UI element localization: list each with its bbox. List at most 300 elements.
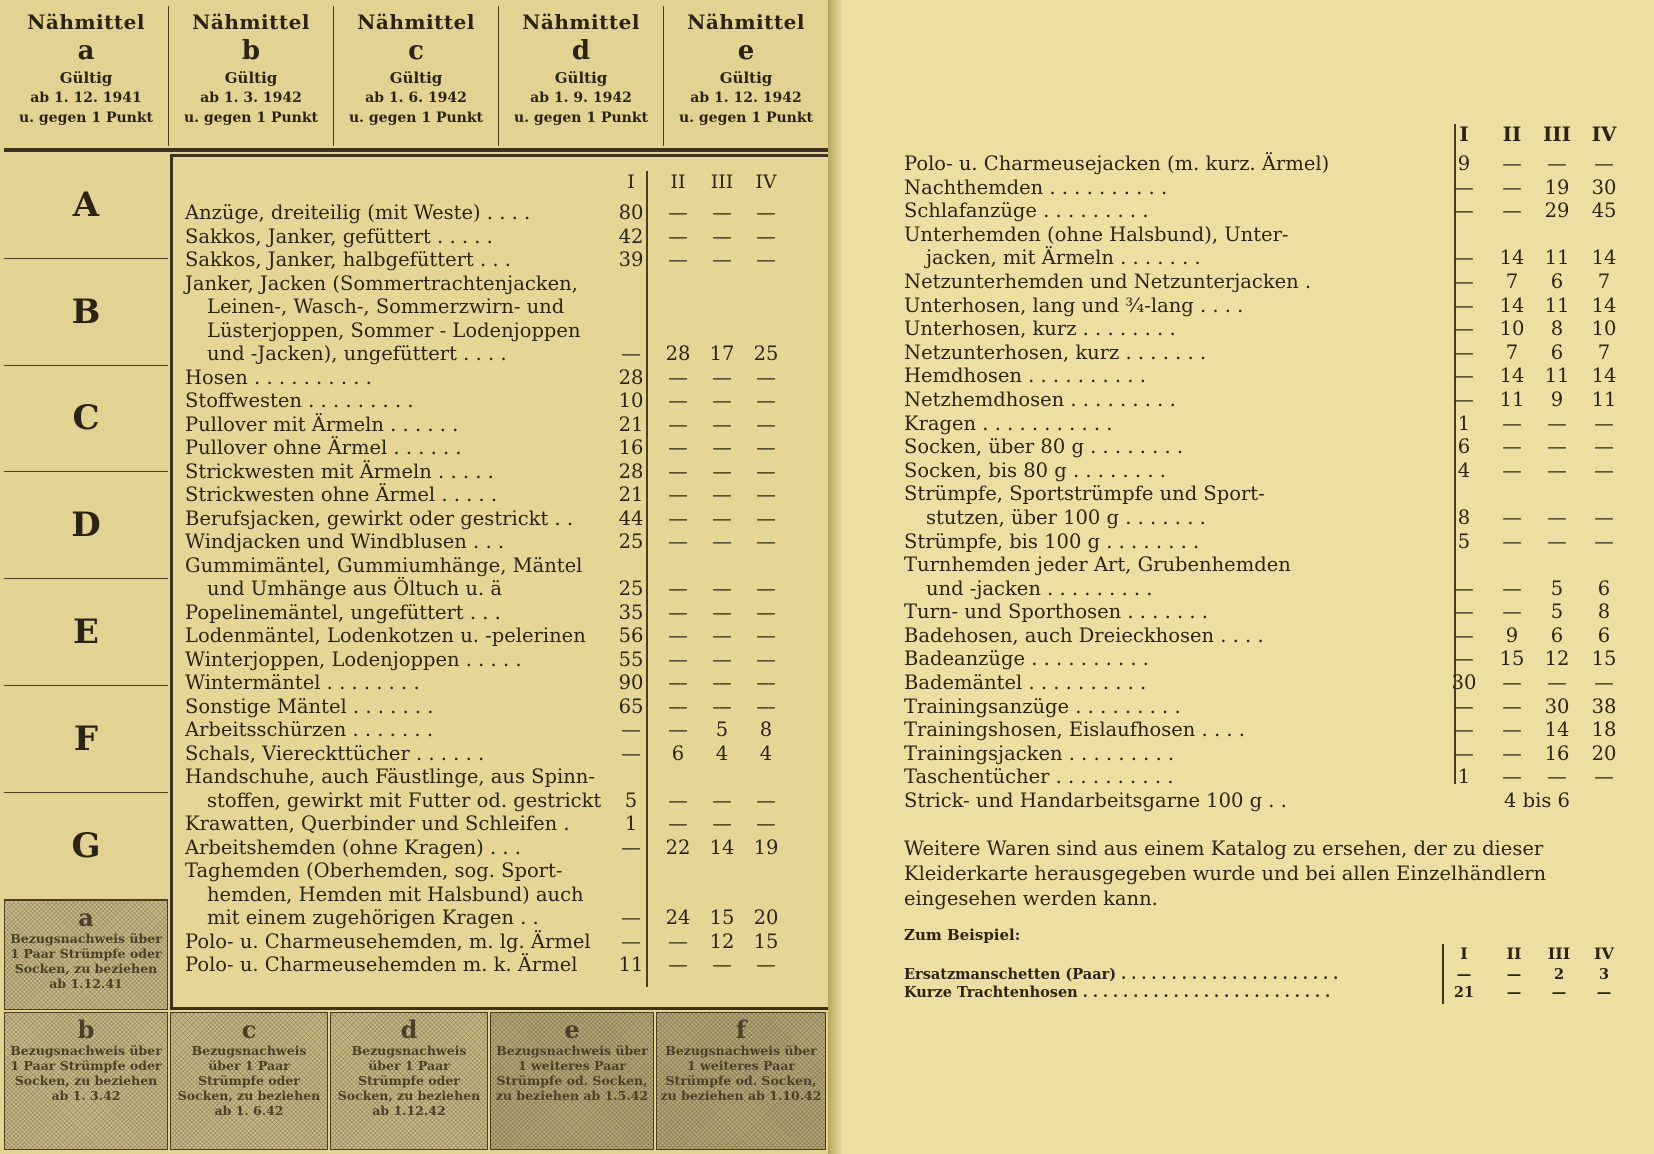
item-value: 7 [1597, 269, 1611, 293]
item-value: 19 [1544, 175, 1570, 199]
item-value: — [1502, 411, 1522, 435]
item-value: — [668, 718, 688, 741]
item-label: Nachthemden . . . . . . . . . . [904, 175, 1168, 199]
coupon-title: Nähmittel [522, 10, 640, 34]
item-value: 21 [1453, 984, 1475, 1001]
table-row [904, 341, 1624, 365]
item-value: — [1454, 293, 1474, 317]
item-value: 11 [1544, 293, 1570, 317]
coupon-b [169, 6, 334, 146]
item-label: Lüsterjoppen, Sommer - Lodenjoppen [207, 318, 581, 342]
example-table-rows [904, 966, 1624, 1002]
item-value: — [712, 201, 732, 224]
item-label: Netzhemdhosen . . . . . . . . . [904, 387, 1176, 411]
item-value: — [712, 953, 732, 976]
item-value: — [668, 389, 688, 412]
item-value: — [668, 788, 688, 812]
item-label: Bademäntel . . . . . . . . . . [904, 671, 1147, 695]
item-label: Schlafanzüge . . . . . . . . . [904, 199, 1149, 223]
table-row [185, 460, 825, 484]
item-value: — [756, 671, 776, 694]
item-value: 4 [1457, 458, 1471, 482]
item-value: — [1502, 199, 1522, 223]
item-value: — [712, 506, 732, 530]
item-value: 28 [665, 342, 691, 365]
item-value: — [1594, 435, 1614, 459]
item-label: Anzüge, dreiteilig (mit Weste) . . . . [185, 201, 531, 224]
item-value: 4 bis 6 [1504, 789, 1570, 813]
item-value: 11 [618, 953, 644, 976]
column-header: IV [755, 171, 777, 193]
item-value: 7 [1597, 340, 1611, 364]
item-value: 7 [1505, 269, 1519, 293]
item-value: 6 [1550, 340, 1564, 364]
stamp-text: Bezugsnachweis über 1 Paar Strümpfe oder Socken, zu beziehen ab 1.12.42 [337, 1043, 481, 1118]
item-value: — [668, 577, 688, 600]
table-row [904, 695, 1624, 719]
column-header: I [1459, 122, 1469, 146]
table-row [185, 859, 825, 883]
table-row [185, 389, 825, 413]
item-value: — [1594, 529, 1614, 553]
coupon-valid: Gültig [719, 69, 773, 87]
item-value: 5 [1457, 529, 1471, 553]
item-value: — [1454, 576, 1474, 600]
item-value: 25 [753, 342, 779, 365]
table-row [185, 671, 825, 695]
item-label: Gummimäntel, Gummiumhänge, Mäntel [185, 553, 583, 577]
coupon-a [4, 6, 169, 146]
stamp-letter: b [77, 1015, 95, 1044]
item-value: — [1594, 411, 1614, 435]
item-value: — [756, 389, 776, 412]
table-row [904, 966, 1624, 984]
table-row [185, 648, 825, 672]
item-value: 29 [1544, 199, 1570, 223]
coupon-valid: Gültig [389, 69, 443, 87]
item-value: 8 [759, 718, 773, 741]
item-value: 4 [759, 741, 773, 765]
right-table-header [842, 122, 1654, 150]
item-value: — [1502, 152, 1522, 175]
item-value: 11 [1499, 387, 1525, 411]
item-value: — [1547, 458, 1567, 482]
item-value: 12 [709, 929, 735, 953]
stamp-text: Bezugsnachweis über 1 weiteres Paar Strümpfe od. Socken, zu beziehen ab 1.10.42 [660, 1043, 822, 1103]
group-letter: D [4, 472, 168, 579]
column-header: III [1547, 944, 1571, 963]
table-row [185, 883, 825, 907]
item-value: 6 [671, 741, 685, 765]
item-value: — [756, 647, 776, 671]
item-value: — [668, 694, 688, 718]
item-label: stutzen, über 100 g . . . . . . . [926, 505, 1206, 529]
item-value: — [1454, 694, 1474, 718]
item-value: 55 [618, 647, 644, 671]
item-value: 25 [618, 530, 644, 553]
table-row [904, 435, 1624, 459]
page-fold [828, 0, 842, 1154]
item-value: 56 [618, 624, 644, 647]
right-page [842, 0, 1654, 1154]
column-header: II [1506, 944, 1522, 963]
table-row [904, 506, 1624, 530]
item-value: — [712, 483, 732, 506]
item-value: — [1502, 741, 1522, 765]
table-row [185, 601, 825, 625]
item-value: — [668, 224, 688, 248]
item-value: 6 [1597, 623, 1611, 647]
item-label: Strick- und Handarbeitsgarne 100 g . . [904, 789, 1287, 813]
item-label: Janker, Jacken (Sommertrachtenjacken, [185, 271, 578, 295]
column-header: III [1542, 122, 1572, 146]
item-value: 30 [1591, 175, 1617, 199]
item-value: 19 [753, 835, 779, 859]
item-value: — [1454, 741, 1474, 765]
item-value: — [712, 647, 732, 671]
item-value: — [668, 436, 688, 459]
left-table-header [173, 171, 828, 199]
item-value: — [1506, 966, 1522, 983]
item-value: — [756, 248, 776, 271]
table-row [904, 984, 1624, 1002]
item-label: Strickwesten ohne Ärmel . . . . . [185, 483, 498, 506]
item-label: Ersatzmanschetten (Paar) . . . . . . . . . . . . . . . . . . . . . . [904, 966, 1339, 983]
item-value: 14 [1544, 718, 1570, 742]
item-label: stoffen, gewirkt mit Futter od. gestrickt [207, 788, 602, 812]
item-value: — [1547, 529, 1567, 553]
item-value: 14 [709, 835, 735, 859]
item-label: Trainingsanzüge . . . . . . . . . [904, 694, 1181, 718]
item-value: 15 [1591, 647, 1617, 671]
item-value: — [668, 201, 688, 224]
table-row [904, 482, 1624, 506]
item-value: — [1594, 458, 1614, 482]
item-value: — [668, 530, 688, 553]
right-table-rows [904, 152, 1624, 813]
item-value: — [756, 412, 776, 436]
item-label: Schals, Viereckttücher . . . . . . [185, 741, 485, 765]
item-value: — [1547, 411, 1567, 435]
item-value: 14 [1591, 364, 1617, 388]
item-value: — [668, 953, 688, 976]
item-value: — [668, 483, 688, 506]
item-label: Trainingsjacken . . . . . . . . . [904, 741, 1175, 765]
group-letter: B [4, 259, 168, 366]
table-row [185, 906, 825, 930]
item-value: 8 [1597, 600, 1611, 624]
item-value: — [1596, 984, 1612, 1001]
table-row [185, 836, 825, 860]
item-value: 6 [1550, 269, 1564, 293]
item-label: Hosen . . . . . . . . . . [185, 365, 372, 389]
coupon-letter: a [77, 36, 95, 66]
item-value: — [756, 530, 776, 553]
item-value: 14 [1499, 293, 1525, 317]
item-value: 10 [618, 389, 644, 412]
column-header: IV [1594, 944, 1614, 963]
item-value: 6 [1457, 435, 1471, 459]
table-row [904, 553, 1624, 577]
coupon-point: u. gegen 1 Punkt [183, 110, 319, 126]
item-label: Wintermäntel . . . . . . . . [185, 671, 420, 694]
item-value: — [1502, 505, 1522, 529]
table-row [904, 388, 1624, 412]
coupon-valid: Gültig [224, 69, 278, 87]
item-value: — [1454, 269, 1474, 293]
coupon-date: ab 1. 12. 1942 [690, 90, 802, 106]
item-value: — [712, 788, 732, 812]
item-value: — [1454, 199, 1474, 223]
table-row [185, 530, 825, 554]
item-label: Lodenmäntel, Lodenkotzen u. -pelerinen [185, 624, 586, 647]
item-value: 65 [618, 694, 644, 718]
table-row [185, 718, 825, 742]
item-value: 39 [618, 248, 644, 271]
item-value: 17 [709, 342, 735, 365]
item-value: 5 [1550, 576, 1564, 600]
item-value: — [1454, 246, 1474, 270]
item-label: Krawatten, Querbinder und Schleifen . [185, 812, 570, 835]
item-value: — [668, 248, 688, 271]
table-row [904, 600, 1624, 624]
item-value: — [756, 600, 776, 624]
item-value: 2 [1553, 966, 1565, 983]
item-label: Badeanzüge . . . . . . . . . . [904, 647, 1149, 671]
item-value: 25 [618, 577, 644, 600]
item-value: — [1547, 765, 1567, 789]
item-label: Taschentücher . . . . . . . . . . [904, 765, 1174, 789]
table-row [185, 765, 825, 789]
item-value: — [668, 812, 688, 835]
coupon-valid: Gültig [59, 69, 113, 87]
table-row [185, 436, 825, 460]
item-value: — [756, 365, 776, 389]
item-value: 3 [1598, 966, 1610, 983]
item-value: 1 [1457, 765, 1471, 789]
item-label: Strickwesten mit Ärmeln . . . . . [185, 459, 494, 483]
item-value: — [1551, 984, 1567, 1001]
table-row [185, 272, 825, 296]
item-value: — [1456, 966, 1472, 983]
coupon-letter: b [241, 36, 261, 66]
item-label: Polo- u. Charmeusehemden m. k. Ärmel [185, 953, 578, 976]
item-value: — [1454, 387, 1474, 411]
stamp-b [4, 1012, 168, 1150]
item-value: — [1454, 718, 1474, 742]
table-row [904, 577, 1624, 601]
item-value: — [621, 718, 641, 741]
item-value: — [756, 483, 776, 506]
item-value: — [1454, 317, 1474, 341]
item-label: Berufsjacken, gewirkt oder gestrickt . . [185, 506, 574, 530]
item-value: — [756, 624, 776, 647]
item-value: 16 [1544, 741, 1570, 765]
item-label: und -jacken . . . . . . . . . [926, 576, 1153, 600]
item-value: 15 [1499, 647, 1525, 671]
item-value: — [1502, 694, 1522, 718]
stamp-text: Bezugsnachweis über 1 weiteres Paar Strümpfe od. Socken, zu beziehen ab 1.5.42 [495, 1043, 649, 1103]
item-value: — [621, 906, 641, 929]
stamp-letter: a [78, 903, 94, 932]
coupon-e [664, 6, 828, 146]
item-value: — [756, 506, 776, 530]
coupon-date: ab 1. 12. 1941 [30, 90, 142, 106]
table-row [904, 412, 1624, 436]
item-value: 9 [1457, 152, 1471, 175]
item-value: — [1454, 623, 1474, 647]
group-letters [4, 152, 168, 900]
item-value: — [1547, 671, 1567, 695]
item-value: — [1594, 152, 1614, 175]
column-header: II [1502, 122, 1522, 146]
item-value: — [1454, 600, 1474, 624]
left-table-rows [185, 201, 825, 977]
item-label: Popelinemäntel, ungefüttert . . . [185, 600, 501, 624]
coupon-date: ab 1. 3. 1942 [200, 90, 302, 106]
item-label: Polo- u. Charmeusehemden, m. lg. Ärmel [185, 929, 591, 953]
item-value: — [712, 577, 732, 600]
item-value: 5 [715, 718, 729, 741]
item-value: — [1594, 765, 1614, 789]
table-row [904, 246, 1624, 270]
item-value: — [1502, 600, 1522, 624]
coupon-point: u. gegen 1 Punkt [348, 110, 484, 126]
group-letter: A [4, 152, 168, 259]
table-row [904, 718, 1624, 742]
item-value: 22 [665, 835, 691, 859]
table-row [904, 789, 1624, 813]
column-header: I [627, 171, 635, 193]
item-value: 10 [1591, 317, 1617, 341]
item-value: — [1454, 364, 1474, 388]
coupon-header [4, 6, 828, 146]
item-value: — [621, 342, 641, 365]
coupon-d [499, 6, 664, 146]
item-value: — [1594, 671, 1614, 695]
item-value: — [756, 694, 776, 718]
table-row [904, 364, 1624, 388]
table-row [185, 953, 825, 977]
item-value: — [712, 530, 732, 553]
item-value: 35 [618, 600, 644, 624]
item-value: 6 [1597, 576, 1611, 600]
stamp-e [490, 1012, 654, 1150]
item-value: 12 [1544, 647, 1570, 671]
item-value: 7 [1505, 340, 1519, 364]
item-value: 14 [1499, 364, 1525, 388]
item-value: 14 [1591, 246, 1617, 270]
table-row [904, 671, 1624, 695]
item-label: mit einem zugehörigen Kragen . . [207, 906, 539, 929]
item-value: — [756, 459, 776, 483]
item-value: — [1454, 647, 1474, 671]
item-value: — [712, 365, 732, 389]
table-row [185, 413, 825, 437]
table-row [185, 342, 825, 366]
item-value: 90 [618, 671, 644, 694]
stamp-f [656, 1012, 826, 1150]
item-label: Pullover ohne Ärmel . . . . . . [185, 436, 462, 459]
item-label: Turnhemden jeder Art, Grubenhemden [904, 553, 1291, 577]
item-label: Leinen-, Wasch-, Sommerzwirn- und [207, 295, 565, 318]
item-label: Windjacken und Windblusen . . . [185, 530, 505, 553]
item-value: 20 [1591, 741, 1617, 765]
table-row [904, 742, 1624, 766]
item-value: 10 [1499, 317, 1525, 341]
item-value: — [668, 624, 688, 647]
stamp-letter: d [400, 1015, 418, 1044]
coupon-letter: e [737, 36, 755, 66]
item-value: — [1454, 175, 1474, 199]
table-row [185, 483, 825, 507]
item-label: Socken, über 80 g . . . . . . . . [904, 435, 1184, 459]
table-row [185, 812, 825, 836]
item-label: Pullover mit Ärmeln . . . . . . [185, 412, 459, 436]
column-header: III [710, 171, 734, 193]
item-value: — [668, 929, 688, 953]
item-value: 1 [1457, 411, 1471, 435]
item-value: — [1502, 458, 1522, 482]
table-row [185, 577, 825, 601]
item-value: — [1547, 505, 1567, 529]
item-value: — [668, 506, 688, 530]
item-label: Kragen . . . . . . . . . . . [904, 411, 1113, 435]
item-value: — [1502, 576, 1522, 600]
table-row [185, 248, 825, 272]
item-value: 80 [618, 201, 644, 224]
item-label: Unterhemden (ohne Halsbund), Unter- [904, 222, 1289, 246]
item-value: 9 [1550, 387, 1564, 411]
item-label: Socken, bis 80 g . . . . . . . . [904, 458, 1166, 482]
item-label: Kurze Trachtenhosen . . . . . . . . . . . . . . . . . . . . . . . . . [904, 984, 1331, 1001]
item-value: — [756, 812, 776, 835]
table-row [185, 554, 825, 578]
table-row [185, 695, 825, 719]
item-value: — [1502, 175, 1522, 199]
item-value: — [712, 224, 732, 248]
item-label: jacken, mit Ärmeln . . . . . . . [926, 246, 1201, 270]
item-value: 45 [1591, 199, 1617, 223]
column-header: II [670, 171, 686, 193]
example-label: Zum Beispiel: [904, 926, 1021, 944]
item-label: Taghemden (Oberhemden, sog. Sport- [185, 859, 563, 882]
stamp-letter: f [735, 1015, 747, 1044]
coupon-title: Nähmittel [192, 10, 310, 34]
item-value: — [1502, 435, 1522, 459]
item-value: 28 [618, 459, 644, 483]
item-value: — [668, 459, 688, 483]
item-value: — [712, 389, 732, 412]
table-row [904, 223, 1624, 247]
table-row [904, 176, 1624, 200]
item-value: 42 [618, 224, 644, 248]
item-value: — [668, 600, 688, 624]
item-label: Sonstige Mäntel . . . . . . . [185, 694, 434, 718]
item-value: — [621, 741, 641, 765]
stamp-c [170, 1012, 328, 1150]
item-value: — [668, 671, 688, 694]
item-value: 38 [1591, 694, 1617, 718]
coupon-c [334, 6, 499, 146]
item-label: Polo- u. Charmeusejacken (m. kurz. Ärmel) [904, 152, 1330, 175]
item-value: — [712, 694, 732, 718]
item-value: — [756, 224, 776, 248]
coupon-valid: Gültig [554, 69, 608, 87]
table-row [904, 270, 1624, 294]
item-value: 5 [624, 788, 638, 812]
table-row [904, 530, 1624, 554]
